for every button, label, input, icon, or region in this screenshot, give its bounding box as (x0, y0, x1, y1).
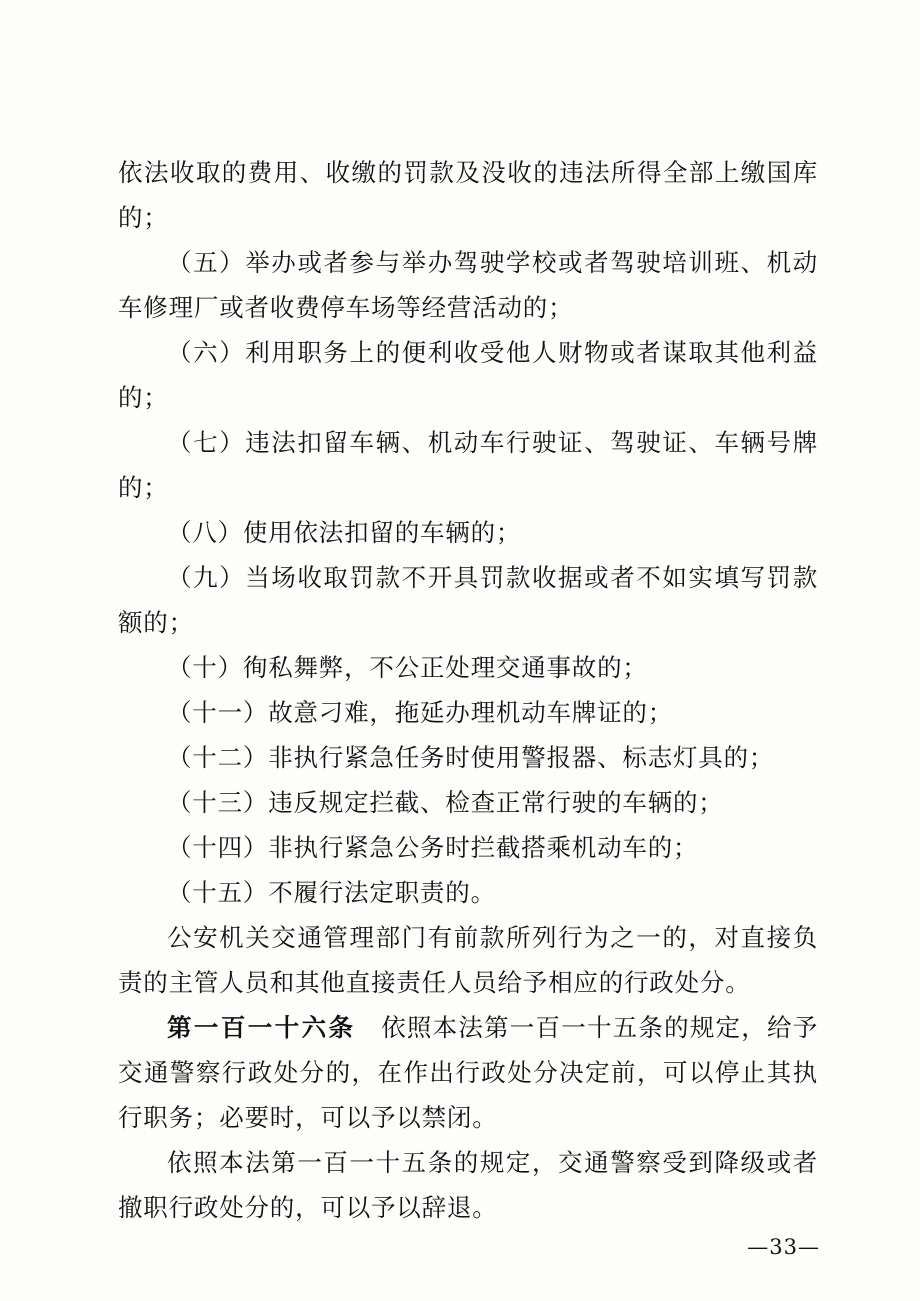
list-item: （十三）违反规定拦截、检查正常行驶的车辆的； (167, 788, 724, 817)
list-item: （七）违法扣留车辆、机动车行驶证、驾驶证、车辆号牌的； (118, 428, 818, 502)
article-paragraph (118, 1005, 818, 1140)
article-title: 第一百一十六条 (167, 1013, 356, 1042)
list-item: （八）使用依法扣留的车辆的； (167, 518, 522, 547)
paragraph: 依照本法第一百一十五条的规定，交通警察受到降级或者撤职行政处分的，可以予以辞退。 (118, 1148, 818, 1222)
list-item: （十一）故意刁难，拖延办理机动车牌证的； (167, 698, 673, 727)
list-item: （十二）非执行紧急任务时使用警报器、标志灯具的； (167, 743, 775, 772)
paragraph: 公安机关交通管理部门有前款所列行为之一的，对直接负责的主管人员和其他直接责任人员给予相应的行政处分。 (118, 923, 818, 997)
list-item: （六）利用职务上的便利收受他人财物或者谋取其他利益的； (118, 338, 818, 412)
page-number: —33— (747, 1235, 820, 1259)
list-item: （十）徇私舞弊，不公正处理交通事故的； (167, 653, 648, 682)
page-text-body (118, 150, 818, 1230)
list-item: （十四）非执行紧急公务时拦截搭乘机动车的； (167, 833, 699, 862)
list-item: （五）举办或者参与举办驾驶学校或者驾驶培训班、机动车修理厂或者收费停车场等经营活动的； (118, 248, 818, 322)
list-item: （十五）不履行法定职责的。 (167, 878, 496, 907)
article-body: 依照本法第一百一十五条的规定，给予交通警察行政处分的，在作出行政处分决定前，可以停止其执行职务；必要时，可以予以禁闭。 (118, 1013, 819, 1132)
paragraph: 依法收取的费用、收缴的罚款及没收的违法所得全部上缴国库的； (118, 158, 818, 232)
list-item: （九）当场收取罚款不开具罚款收据或者不如实填写罚款额的； (118, 563, 818, 637)
